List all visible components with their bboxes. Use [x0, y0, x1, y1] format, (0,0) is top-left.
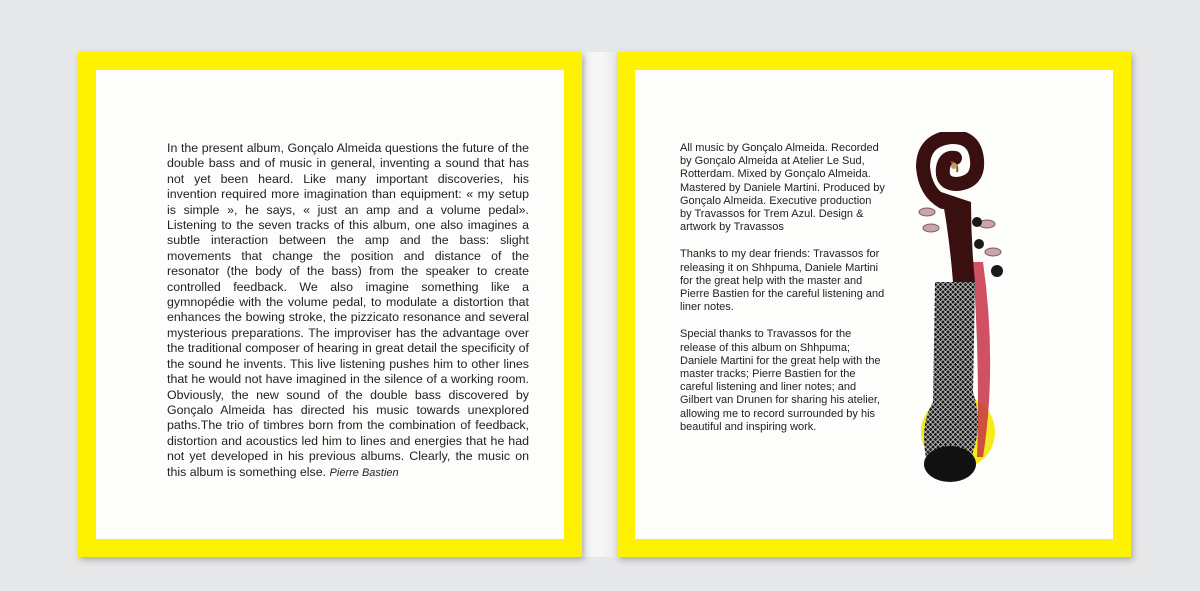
- right-page-border: [617, 52, 1131, 557]
- thanks-text: Thanks to my dear friends: Travassos for releasing it on Shhpuma, Daniele Martini for the great help with the master and Pierre Bastien for the careful listening and liner notes.: [680, 248, 885, 314]
- special-thanks-text: Special thanks to Travassos for the release of this album on Shhpuma; Daniele Martini for the great help with the master tracks; Pierre Bastien for the careful listening and liner notes; and Gilbert van Drunen for sharing his atelier, allowing me to record surrounded by his beautiful and inspiring work.: [680, 328, 881, 433]
- liner-notes-author: Pierre Bastien: [329, 466, 399, 479]
- credits-block: [680, 142, 885, 448]
- left-page-border: [78, 52, 582, 557]
- credits-text: All music by Gonçalo Almeida. Recorded by Gonçalo Almeida at Atelier Le Sud, Rotterdam. Mixed by Gonçalo Almeida. Mastered by Daniele Martini. Produced by Gonçalo Almeida. Executive production by Travassos for Trem Azul. Design & artwork by Travassos: [680, 142, 885, 234]
- double-bass-scroll-icon: [913, 132, 1033, 532]
- liner-notes: [167, 141, 529, 481]
- liner-notes-text: In the present album, Gonçalo Almeida questions the future of the double bass and of music in general, inventing a sound that has not yet been heard. Like many important discoveries, his invention required more imagination than equipment: « my setup is simple », he says, « just an amp and a volume pedal». Listening to the seven tracks of this album, one also imagines a subtle interaction between the amp and the bass: slight movements that change the position and distance of the resonator (the body of the bass) from the speaker to create controlled feedback. We also imagine something like a gymnopédie with the volume pedal, to modulate a distortion that enhances the bowing stroke, the pizzicato resonance and several mysterious preparations. The improviser has the advantage over the traditional composer of hearing in great detail the specificity of the sound he invents. This live listening pushes him to other lines that he would not have imagined in the silence of a working room. Obviously, the new sound of the double bass discovered by Gonçalo Almeida has directed his music towards unexplored paths.The trio of timbres born from the combination of feedback, distortion and acoustics led him to lines and energies that he had not yet developed in his previous albums. Clearly, the music on this album is something else.: [167, 141, 529, 479]
- left-page: [96, 70, 564, 539]
- right-page: [635, 70, 1113, 539]
